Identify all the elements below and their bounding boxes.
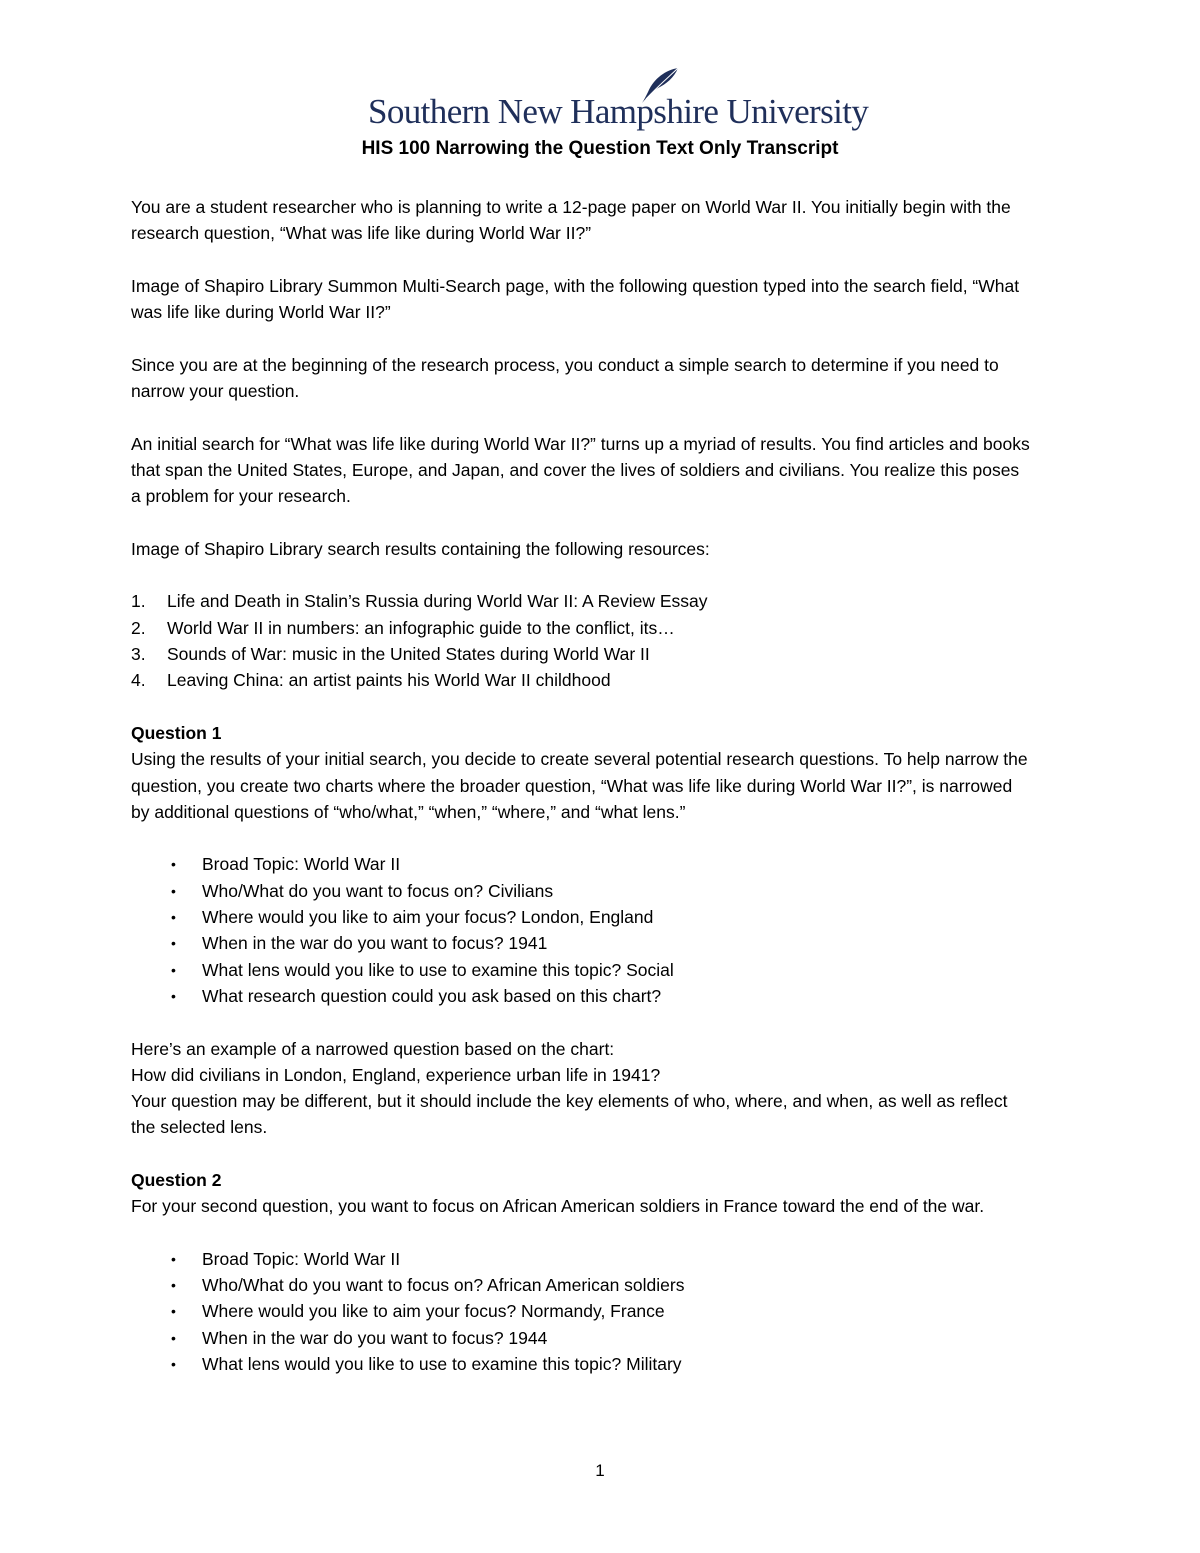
resource-item (131, 667, 1031, 693)
question-1-chart-list (131, 851, 1031, 1009)
example-note: Your question may be different, but it should include the key elements of who, where, and when, as well as reflect the selected lens. (131, 1091, 1008, 1138)
chart-item-text: Who/What do you want to focus on? African American soldiers (202, 1275, 685, 1296)
bullet-icon: • (171, 1329, 176, 1346)
logo-wordmark: Southern New Hampshire University (368, 92, 869, 131)
bullet-icon: • (171, 909, 176, 926)
resource-title: Leaving China: an artist paints his World War II childhood (167, 670, 611, 691)
chart-item-text: Where would you like to aim your focus? Normandy, France (202, 1301, 665, 1322)
question-1-intro: Using the results of your initial search, you decide to create several potential research questions. To help narrow the question, you create two charts where the broader question, “What was life like during World War II?”, is narrowed by additional questions of “who/what,” “when,” “where,” and “what lens.” (131, 749, 1028, 822)
bullet-icon: • (171, 987, 176, 1004)
resource-title: Life and Death in Stalin’s Russia during World War II: A Review Essay (167, 591, 708, 612)
chart-item (131, 983, 1031, 1009)
bullet-icon: • (171, 1356, 176, 1373)
image-description-search-page: Image of Shapiro Library Summon Multi-Search page, with the following question typed into the search field, “What was life like during World War II?” (131, 275, 1020, 323)
chart-item (131, 878, 1031, 904)
example-question: How did civilians in London, England, experience urban life in 1941? (131, 1064, 661, 1085)
chart-item (131, 904, 1031, 930)
bullet-icon: • (171, 856, 176, 873)
resource-number: 4. (131, 670, 146, 691)
bullet-icon: • (171, 1303, 176, 1320)
resource-title: Sounds of War: music in the United States during World War II (167, 644, 650, 665)
resource-item (131, 615, 1031, 641)
bullet-icon: • (171, 935, 176, 952)
initial-search-paragraph: An initial search for “What was life like during World War II?” turns up a myriad of results. You find articles and books that span the United States, Europe, and Japan, and cover the lives of soldiers and civilians. You realize this poses a problem for your research. (131, 433, 1030, 507)
chart-item (131, 1298, 1031, 1324)
resource-item (131, 641, 1031, 667)
university-logo (368, 66, 869, 134)
resource-number: 2. (131, 617, 146, 638)
question-2-heading: Question 2 (131, 1169, 222, 1190)
chart-item (131, 930, 1031, 956)
chart-item (131, 1351, 1031, 1377)
resource-item (131, 588, 1031, 614)
image-description-results: Image of Shapiro Library search results containing the following resources: (131, 538, 710, 559)
chart-item-text: When in the war do you want to focus? 1941 (202, 933, 548, 954)
chart-item (131, 957, 1031, 983)
example-lead: Here’s an example of a narrowed question based on the chart: (131, 1038, 615, 1059)
chart-item (131, 1325, 1031, 1351)
chart-item-text: Where would you like to aim your focus? London, England (202, 907, 654, 928)
bullet-icon: • (171, 961, 176, 978)
page-number: 1 (595, 1461, 605, 1480)
question-1-heading: Question 1 (131, 722, 222, 743)
document-body (131, 194, 1031, 1404)
chart-item-text: Who/What do you want to focus on? Civilians (202, 880, 554, 901)
document-title: HIS 100 Narrowing the Question Text Only Transcript (361, 138, 839, 159)
chart-item-text: What research question could you ask based on this chart? (202, 985, 662, 1006)
bullet-icon: • (171, 882, 176, 899)
chart-item-text: When in the war do you want to focus? 1944 (202, 1327, 548, 1348)
resource-number: 3. (131, 644, 146, 665)
chart-item-text: Broad Topic: World War II (202, 1248, 401, 1269)
question-2-chart-list (131, 1246, 1031, 1377)
bullet-icon: • (171, 1277, 176, 1294)
chart-item-text: What lens would you like to use to examine this topic? Social (202, 959, 674, 980)
resource-list (131, 588, 1031, 693)
chart-item (131, 1246, 1031, 1272)
chart-item-text: What lens would you like to use to examine this topic? Military (202, 1354, 682, 1375)
example-block (131, 1036, 1031, 1141)
search-process-paragraph: Since you are at the beginning of the research process, you conduct a simple search to determine if you need to narrow your question. (131, 354, 999, 402)
resource-title: World War II in numbers: an infographic guide to the conflict, its… (167, 617, 675, 638)
question-2-intro: For your second question, you want to focus on African American soldiers in France toward the end of the war. (131, 1196, 985, 1217)
chart-item-text: Broad Topic: World War II (202, 854, 401, 875)
intro-paragraph: You are a student researcher who is planning to write a 12-page paper on World War II. You initially begin with the research question, “What was life like during World War II?” (131, 197, 1011, 244)
resource-number: 1. (131, 591, 146, 612)
chart-item (131, 1272, 1031, 1298)
bullet-icon: • (171, 1250, 176, 1267)
chart-item (131, 851, 1031, 877)
